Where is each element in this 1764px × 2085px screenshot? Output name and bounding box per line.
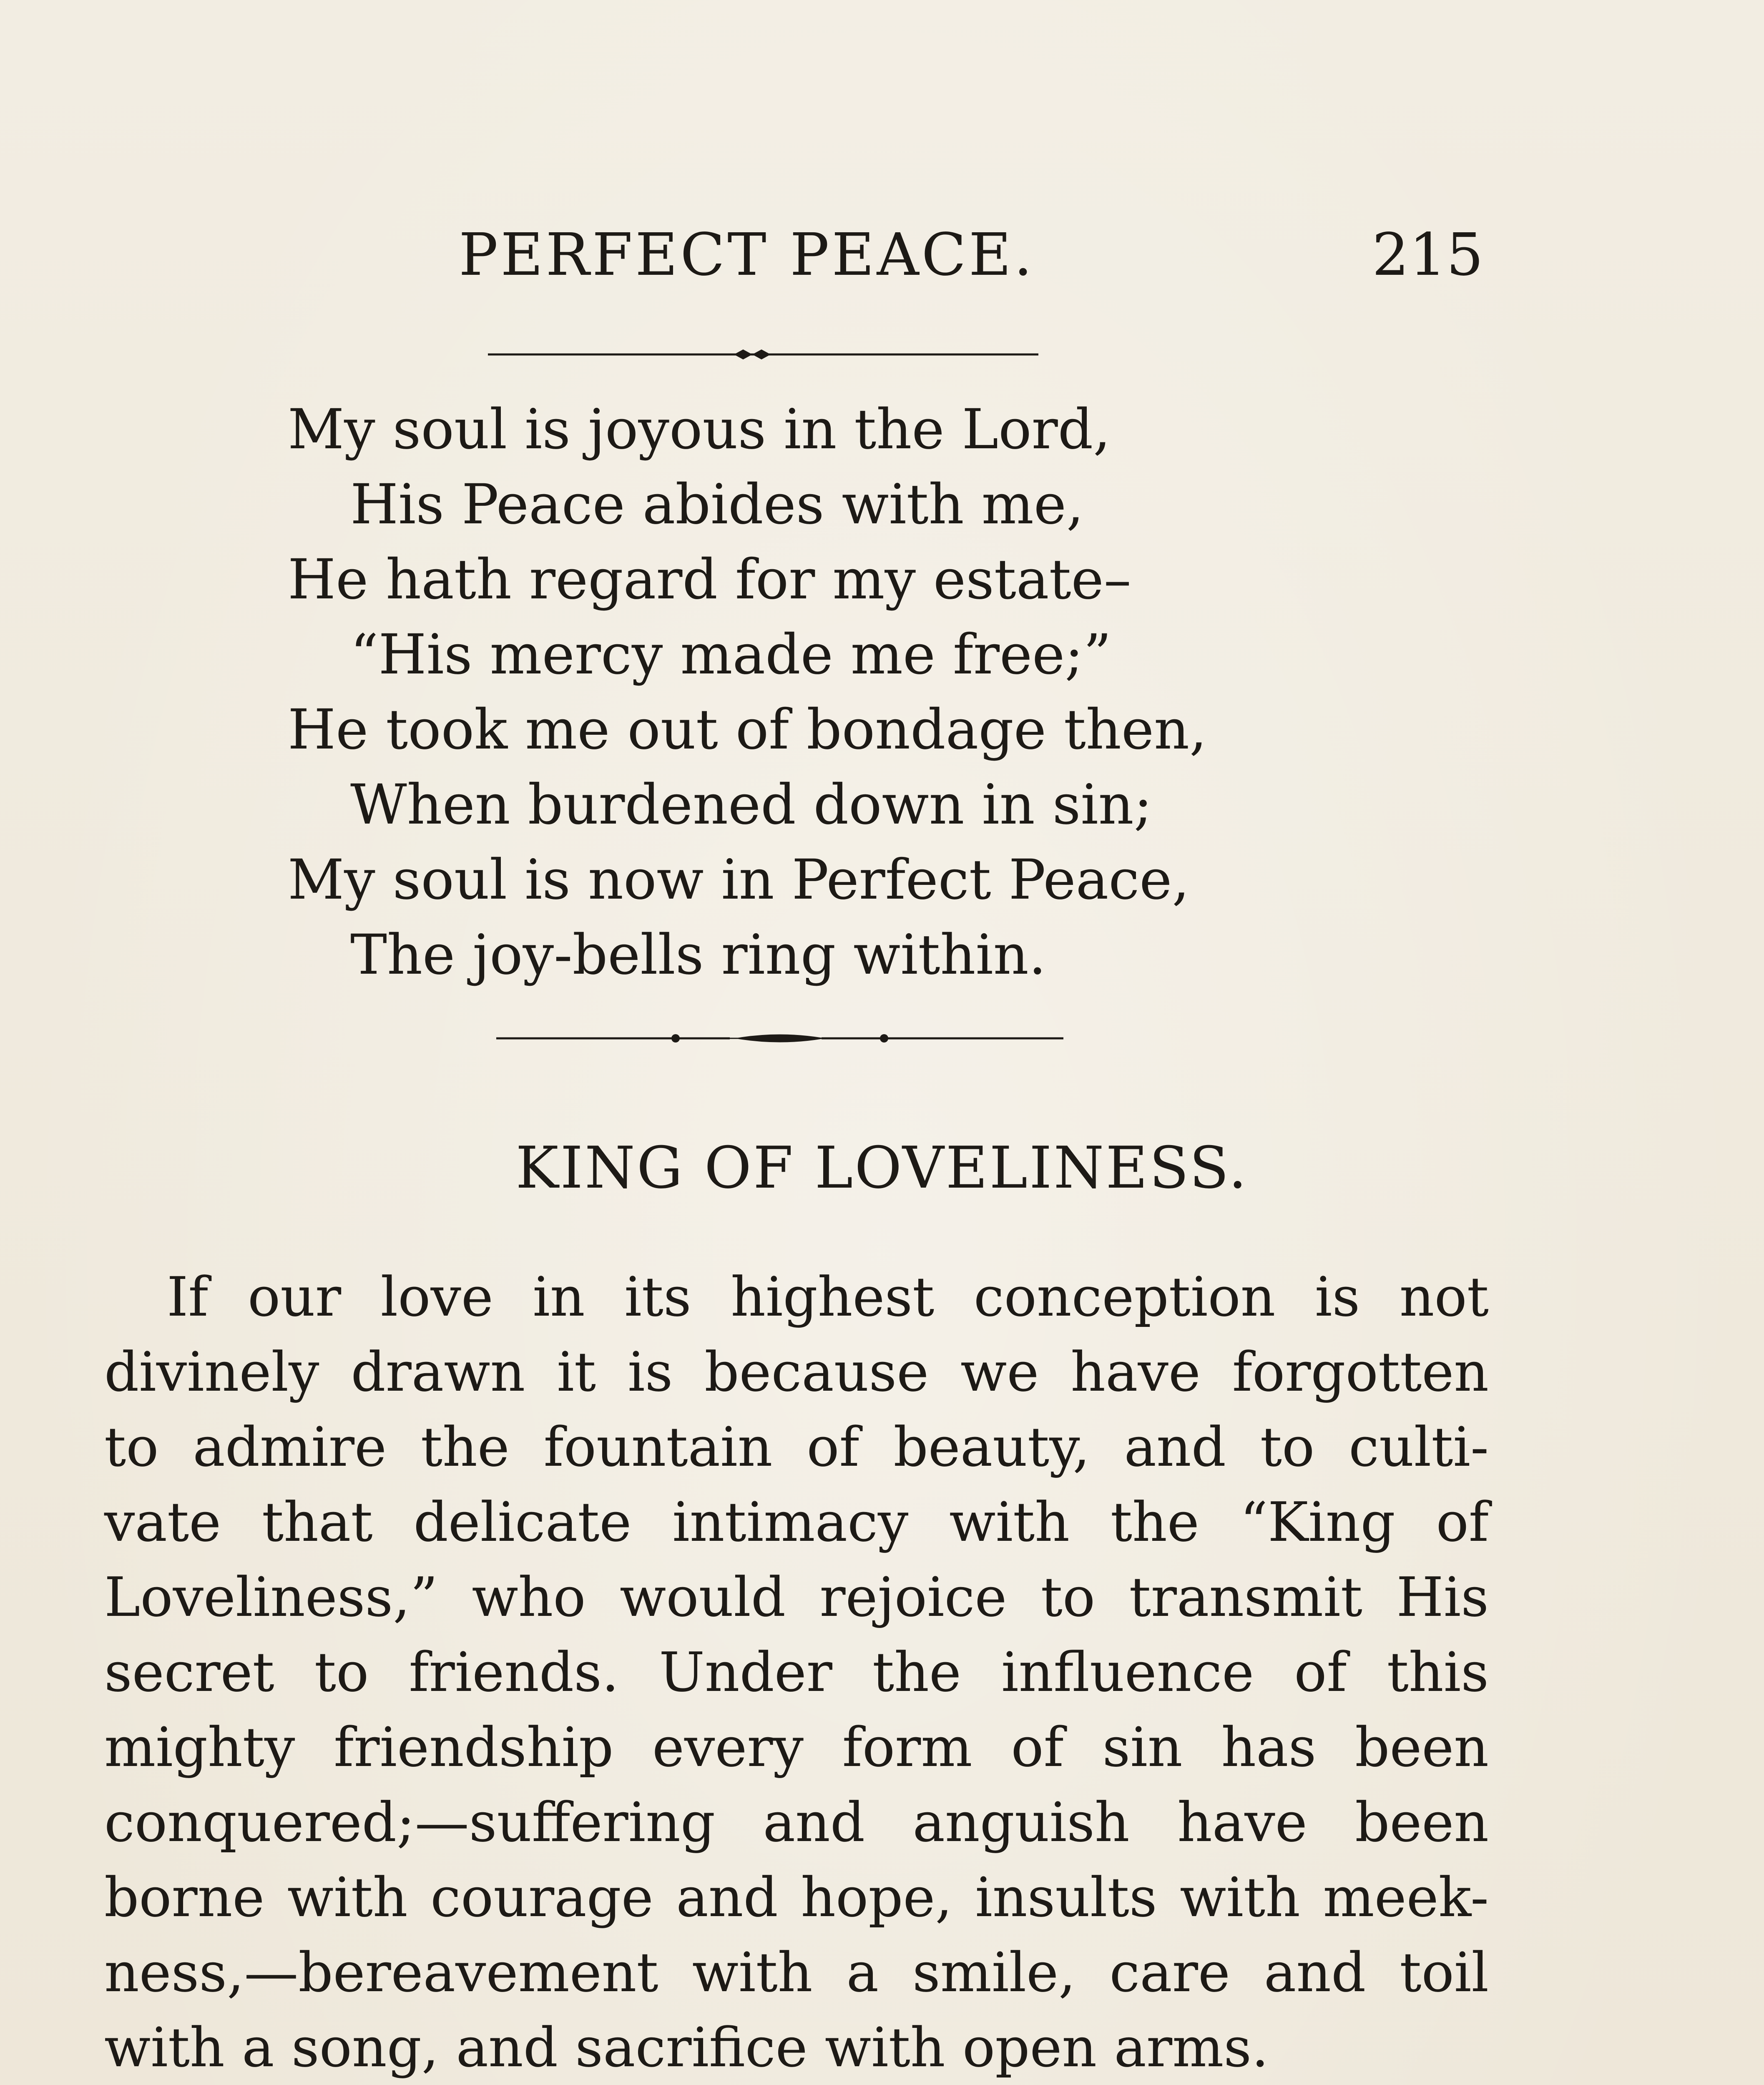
prose-line: mighty friendship every form of sin has been: [104, 1716, 1489, 1779]
prose-line: divinely drawn it is because we have forgotten: [104, 1340, 1489, 1404]
running-head: [0, 217, 1764, 300]
prose-line: with a song, and sacrifice with open arms.: [104, 2016, 1269, 2079]
prose-line: to admire the fountain of beauty, and to culti-: [104, 1415, 1489, 1479]
prose-line: secret to friends. Under the influence of this: [104, 1640, 1489, 1704]
ornamental-rule-divider: [496, 1030, 1063, 1047]
page-number: 215: [1372, 221, 1484, 289]
running-title: PERFECT PEACE.: [459, 221, 1035, 289]
poem-line: My soul is now in Perfect Peace,: [288, 848, 1190, 912]
prose-line: ness,—bereavement with a smile, care and toil: [104, 1941, 1489, 2004]
poem-line: The joy-bells ring within.: [350, 923, 1046, 987]
prose-line: borne with courage and hope, insults with meek-: [104, 1866, 1489, 1929]
poem-line: He took me out of bondage then,: [288, 698, 1207, 762]
prose-line: Loveliness,” who would rejoice to transmit His: [104, 1565, 1489, 1629]
section-title: KING OF LOVELINESS.: [515, 1134, 1249, 1201]
body-text: [104, 1259, 1489, 2085]
poem-line: His Peace abides with me,: [350, 472, 1084, 537]
prose-line: conquered;—suffering and anguish have been: [104, 1791, 1489, 1854]
prose-line: If our love in its highest conception is not: [167, 1265, 1489, 1329]
poem-line: My soul is joyous in the Lord,: [288, 397, 1111, 462]
poem-line: He hath regard for my estate–: [288, 548, 1131, 612]
poem-line: “His mercy made me free;”: [350, 623, 1112, 687]
poem: [288, 392, 1497, 992]
poem-line: When burdened down in sin;: [350, 773, 1153, 837]
prose-line: vate that delicate intimacy with the “King of: [104, 1490, 1489, 1554]
ornamental-rule-top: [488, 346, 1038, 363]
